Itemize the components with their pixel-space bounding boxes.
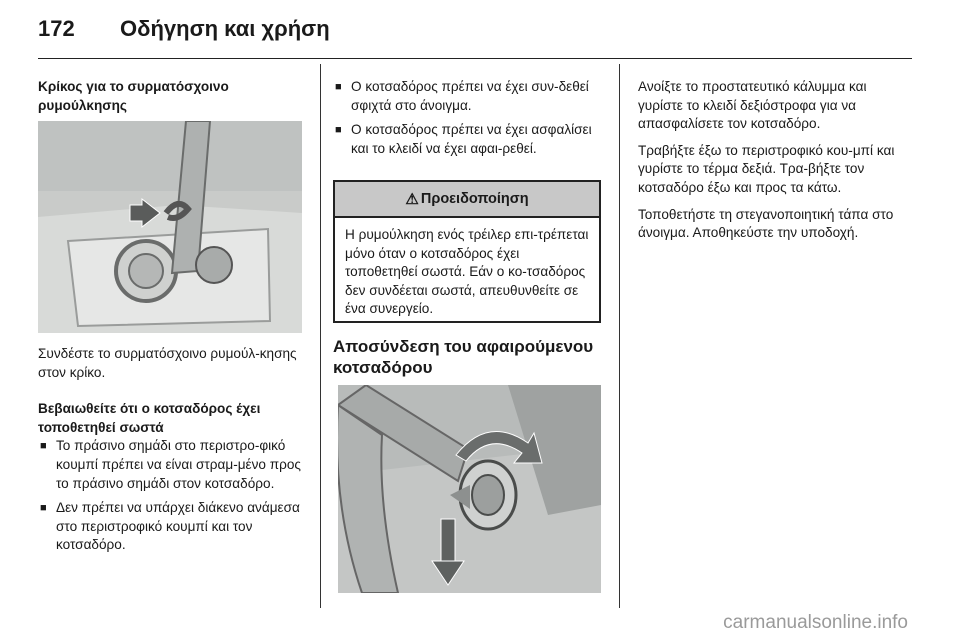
column-divider-2	[619, 64, 620, 608]
column-1-top	[38, 78, 308, 115]
list-item: ■ Δεν πρέπει να υπάρχει διάκενο ανάμεσα στο περιστροφικό κουμπί και τον κοτσαδόρο.	[38, 499, 310, 555]
warning-title: Προειδοποίηση	[420, 191, 529, 207]
column-2-top	[333, 78, 605, 158]
warning-text: Η ρυμούλκηση ενός τρέιλερ επι-τρέπεται μόνο όταν ο κοτσαδόρος έχει τοποθετηθεί σωστά. Εάν ο κο-τσαδόρος δεν συνδέεται σωστά, απευθυνθείτε σε ένα συνεργείο.	[345, 227, 589, 317]
header-rule	[38, 58, 912, 59]
connect-rope-instruction: Συνδέστε το συρματόσχοινο ρυμούλ-κησης στον κρίκο.	[38, 346, 297, 380]
warning-box	[333, 180, 601, 323]
tow-rope-eye-photo	[38, 121, 302, 333]
column-divider-1	[320, 64, 321, 608]
towbar-removal-photo	[338, 385, 601, 593]
column-2-heading	[333, 336, 608, 378]
column-3	[638, 78, 910, 243]
warning-triangle-icon: ⚠	[405, 191, 419, 208]
tow-rope-eye-heading: Κρίκος για το συρματόσχοινο ρυμούλκησης	[38, 79, 229, 113]
check-correct-fit-heading: Βεβαιωθείτε ότι ο κοτσαδόρος έχει τοποθετηθεί σωστά	[38, 401, 261, 435]
list-item: ■ Το πράσινο σημάδι στο περιστρο-φικό κουμπί πρέπει να είναι στραμ-μένο προς το πράσινο σημάδι στον κοτσαδόρο.	[38, 437, 310, 493]
step-pull-knob: Τραβήξτε έξω το περιστροφικό κου-μπί και γυρίστε το τέρμα δεξιά. Τρα-βήξτε τον κοτσαδόρο έξω και προς τα κάτω.	[638, 142, 895, 195]
page-number: 172	[38, 16, 75, 41]
watermark: carmanualsonline.info	[723, 612, 908, 633]
column-1-bottom	[38, 345, 310, 555]
list-item: ■ Ο κοτσαδόρος πρέπει να έχει συν-δεθεί σφιχτά στο άνοιγμα.	[333, 78, 605, 115]
warning-header	[335, 182, 599, 218]
page-title: Οδήγηση και χρήση	[120, 16, 330, 41]
list-item: ■ Ο κοτσαδόρος πρέπει να έχει ασφαλίσει και το κλειδί να έχει αφαι-ρεθεί.	[333, 121, 605, 158]
remove-towbar-heading: Αποσύνδεση του αφαιρούμενου κοτσαδόρου	[333, 337, 594, 377]
step-open-cover: Ανοίξτε το προστατευτικό κάλυμμα και γυρίστε το κλειδί δεξιόστροφα για να απασφαλίσετε τον κοτσαδόρο.	[638, 79, 867, 132]
step-insert-plug: Τοποθετήστε τη στεγανοποιητική τάπα στο άνοιγμα. Αποθηκεύστε την υποδοχή.	[638, 206, 894, 241]
